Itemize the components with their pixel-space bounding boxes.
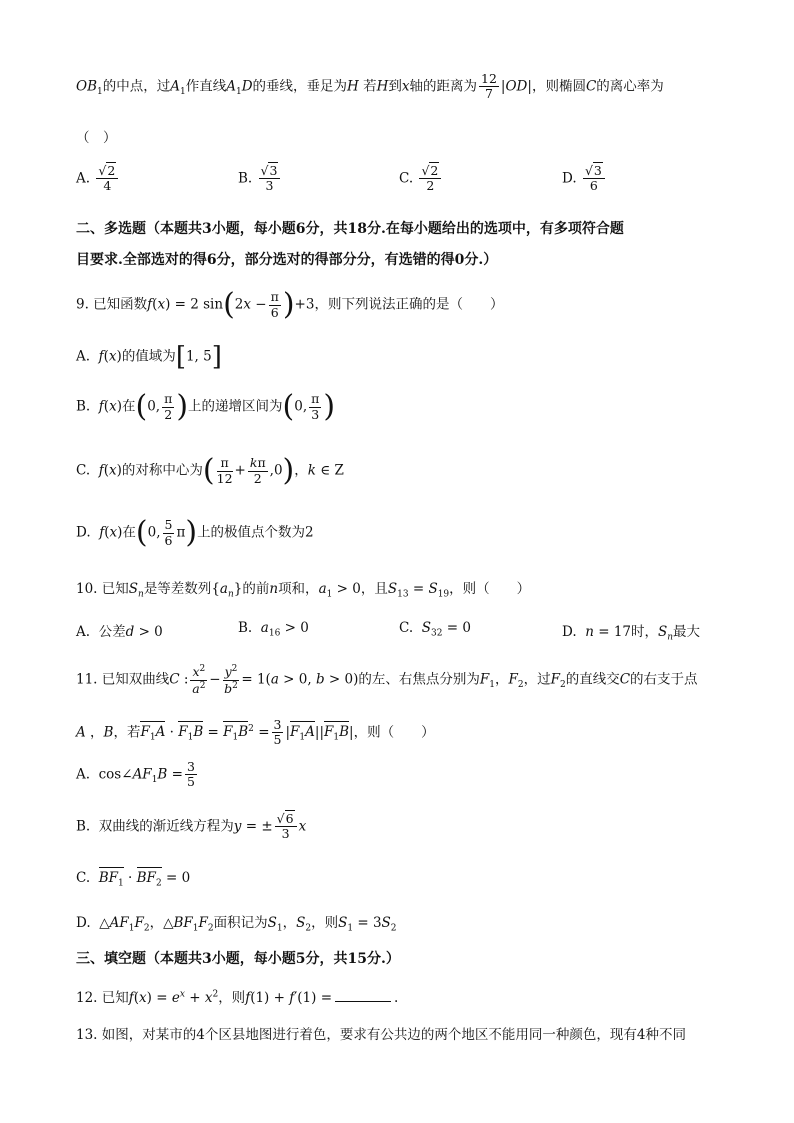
q11-stem-line2: A ，B，若$F_1A \cdot F_1B = F_1B^2$ = $\frac{3}{5}$ $|F_1A||F_1B|$，则（ ） (76, 717, 435, 748)
q10-option-c: C. $S_{32} = 0$ (399, 620, 471, 639)
q10-stem: 10. 已知$S_n$是等差数列$\{a_n\}$的前n项和，$a_1 > 0$，且$S_{13} = S_{19}$，则（ ） (76, 581, 531, 600)
q11-option-a: A. $\cos\angle AF_1B$ = $\frac{3}{5}$ (76, 759, 195, 790)
q10-option-d: D. n = 17时，$S_n$最大 (562, 624, 701, 643)
q8-bracket: （ ） (76, 130, 117, 146)
q8-line-1: $OB_1$的中点，过$A_1$作直线$A_1D$的垂线，垂足为H 若H到x轴的距离为 $\frac{12}{7}$ |OD|，则椭圆C的离心率为 (76, 71, 664, 102)
q8-option-a: A. $\frac{√2}{4}$ (76, 164, 120, 194)
fraction-12-7: $\frac{12}{7}$ (481, 71, 497, 102)
q8-option-d: D. $\frac{√3}{6}$ (562, 164, 607, 194)
q8-option-c: C. $\frac{√2}{2}$ (399, 164, 443, 194)
q9-stem: 9. 已知函数f(x) = 2 sin(2x − $\frac{\pi}{6}$ )+3，则下列说法正确的是（ ） (76, 287, 504, 322)
answer-blank (335, 1001, 391, 1002)
q10-option-b: B. $a_{16} > 0$ (238, 620, 309, 639)
q11-option-d: D. $\triangle AF_1F_2$，$\triangle BF_1F_2$面积记为$S_1$，$S_2$，则$S_1 = 3S_2$ (76, 915, 397, 934)
q9-option-c: C. f(x)的对称中心为( $\frac{\pi}{12}$ + $\frac{k\pi}{2}$ ,0)，k ∈ Z (76, 453, 344, 488)
q9-option-d: D. f(x)在(0, $\frac{5}{6}$ π)上的极值点个数为2 (76, 515, 314, 550)
q10-option-a: A. 公差d > 0 (76, 624, 163, 640)
section3-heading: 三、填空题（本题共3小题，每小题5分，共15分.） (76, 951, 400, 967)
section2-heading-line2: 目要求.全部选对的得6分，部分选对的得部分分，有选错的得0分.） (76, 252, 498, 268)
q9-option-b: B. f(x)在(0, $\frac{\pi}{2}$ )上的递增区间为(0, $\frac{\pi}{3}$ ) (76, 389, 336, 424)
q12-stem: 12. 已知$f(x) = e^x + x^2$，则f(1) + f′(1) = . (76, 989, 399, 1006)
q11-stem: 11. 已知双曲线C : $\frac{x^2}{a^2}$ − $\frac{y^2}{b^2}$ = 1(a > 0, b > 0)的左、右焦点分别为$F_1$，$F_2$，过$F_2$的直线交C的右支于点 (76, 664, 698, 696)
q8-option-b: B. $\frac{√3}{3}$ (238, 164, 282, 194)
q11-option-c: C. $BF_1 \cdot BF_2 = 0$ (76, 870, 191, 889)
q9-option-a: A. f(x)的值域为[1, 5] (76, 342, 222, 372)
q11-option-b: B. 双曲线的渐近线方程为y = ± $\frac{√6}{3}$ x (76, 811, 307, 842)
q13-stem: 13. 如图，对某市的4个区县地图进行着色，要求有公共边的两个地区不能用同一种颜色，现有4种不同 (76, 1027, 686, 1043)
section2-heading-line1: 二、多选题（本题共3小题，每小题6分，共18分.在每小题给出的选项中，有多项符合题 (76, 221, 624, 237)
